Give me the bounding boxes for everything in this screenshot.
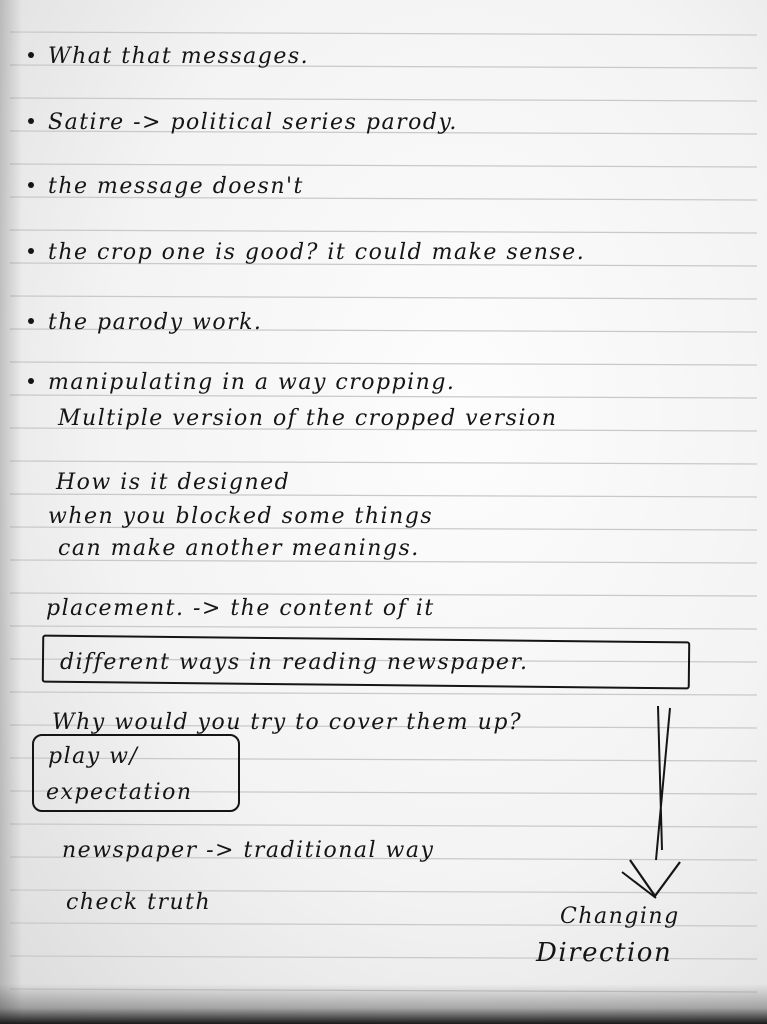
note-line-10: [58, 538, 420, 560]
ruled-line: [10, 164, 757, 167]
note-text: What that messages.: [48, 44, 310, 69]
note-text: the parody work.: [48, 310, 263, 335]
note-text: different ways in reading newspaper.: [60, 650, 529, 675]
bullet-dot: [28, 248, 34, 254]
note-text: Why would you try to cover them up?: [52, 710, 523, 735]
note-text: the message doesn't: [48, 174, 304, 199]
note-text: expectation: [46, 780, 193, 805]
ruled-line: [10, 395, 757, 398]
ruled-line: [10, 98, 757, 101]
note-line-15: [46, 782, 193, 804]
bullet-dot: [28, 378, 34, 384]
ruled-line: [10, 296, 757, 299]
ruled-line: [10, 362, 757, 365]
note-line-2: [28, 112, 458, 134]
ruled-line: [10, 692, 757, 695]
note-line-13: [52, 712, 522, 734]
side-label-2: [536, 940, 672, 966]
note-line-12: [60, 652, 529, 674]
ruled-line: [10, 461, 757, 464]
ruled-line: [10, 230, 757, 233]
note-text: Multiple version of the cropped version: [58, 406, 558, 431]
note-line-5: [28, 312, 262, 334]
note-line-4: [28, 242, 585, 264]
down-arrow-icon: [610, 700, 690, 920]
note-text: How is it designed: [56, 470, 291, 495]
note-line-14: [48, 746, 138, 768]
note-text: Changing: [560, 904, 680, 929]
note-text: newspaper -> traditional way: [62, 838, 435, 863]
note-text: check truth: [66, 890, 212, 915]
note-text: manipulating in a way cropping.: [48, 370, 456, 395]
note-text: play w/: [48, 744, 139, 769]
note-line-8: [56, 472, 290, 494]
bullet-dot: [28, 118, 34, 124]
note-text: placement. -> the content of it: [46, 596, 435, 621]
note-line-11: [46, 598, 435, 620]
note-text: when you blocked some things: [48, 504, 434, 529]
note-line-16: [62, 840, 434, 862]
ruled-line: [10, 626, 757, 629]
side-label-1: [560, 906, 680, 928]
page-bottom-shadow: [0, 984, 767, 1024]
note-line-1: [28, 46, 309, 68]
note-text: the crop one is good? it could make sense.: [48, 240, 586, 265]
note-line-17: [66, 892, 211, 914]
bullet-dot: [28, 318, 34, 324]
note-line-6: [28, 372, 455, 394]
bullet-dot: [28, 182, 34, 188]
note-text: Satire -> political series parody.: [48, 110, 458, 135]
ruled-line: [10, 32, 757, 35]
bullet-dot: [28, 52, 34, 58]
page-edge-shadow: [0, 0, 22, 1024]
note-line-3: [28, 176, 304, 198]
note-line-9: [48, 506, 433, 528]
note-text: can make another meanings.: [58, 536, 420, 561]
note-text: Direction: [536, 938, 673, 968]
note-line-7: [58, 408, 557, 430]
